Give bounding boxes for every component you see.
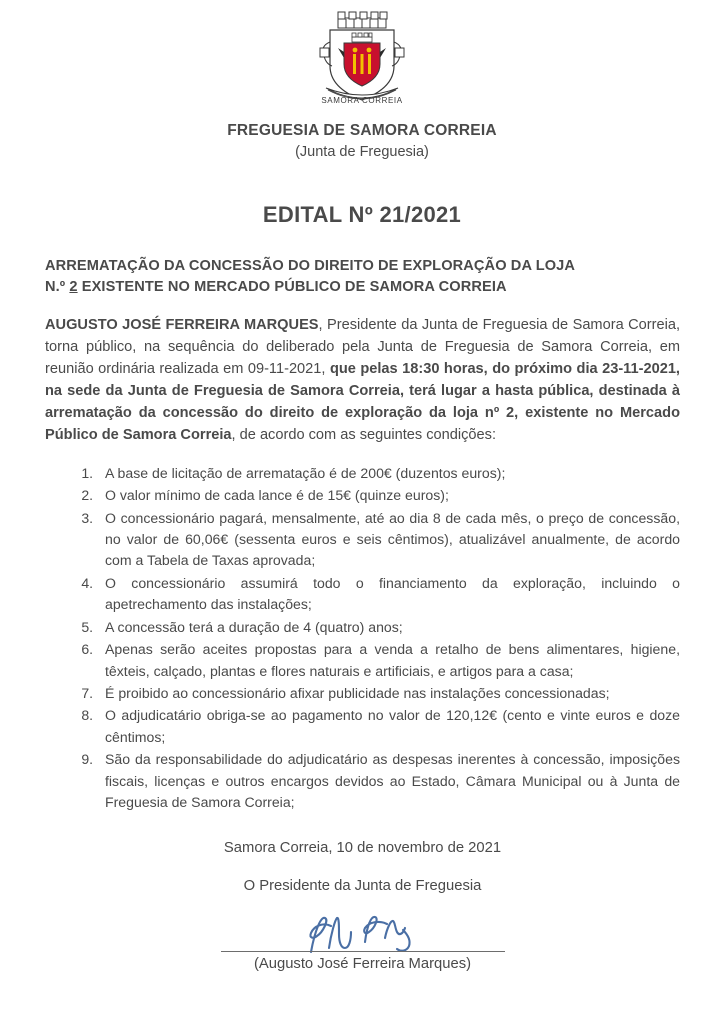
signature-name: (Augusto José Ferreira Marques) <box>253 955 472 972</box>
signature-area <box>213 912 513 958</box>
subject-heading <box>45 256 680 297</box>
subject-line-2-prefix: N.º <box>45 278 70 295</box>
list-item: 1. A base de licitação de arrematação é de 200€ (duzentos euros); <box>97 463 680 484</box>
conditions-list <box>45 463 680 814</box>
place-and-date: Samora Correia, 10 de novembro de 2021 <box>223 839 502 856</box>
signature-rule <box>221 951 505 952</box>
list-item: 8. O adjudicatário obriga-se ao pagamento no valor de 120,12€ (cento e vinte euros e doze cêntimos; <box>97 705 680 748</box>
body-segment-4: , de acordo com as seguintes condições: <box>231 426 497 443</box>
body-segment-3-bold: que pelas 18:30 horas, do próximo dia 23-11-2021, na sede da Junta de Freguesia de Samora Correia, terá lugar a hasta pública, destinada à arrematação da concessão do direito de exploração da loja nº 2, existente no Mercado Público de Samora Correia <box>45 361 680 443</box>
signatory-role: O Presidente da Junta de Freguesia <box>243 877 482 894</box>
list-item: 6. Apenas serão aceites propostas para a venda a retalho de bens alimentares, higiene, têxteis, calçado, plantas e flores naturais e artificiais, e artigos para a casa; <box>97 639 680 682</box>
handwritten-signature-icon <box>291 908 441 956</box>
crest-container <box>0 0 724 110</box>
subject-loja-number: 2 <box>69 278 78 295</box>
list-item: 4. O concessionário assumirá todo o financiamento da exploração, incluindo o apetrechamento das instalações; <box>97 573 680 616</box>
organization-subtitle: (Junta de Freguesia) <box>295 144 429 160</box>
signature-block <box>45 912 680 972</box>
organization-title: FREGUESIA DE SAMORA CORREIA <box>227 122 497 139</box>
list-item: 7. É proibido ao concessionário afixar publicidade nas instalações concessionadas; <box>97 683 680 704</box>
list-item: 3. O concessionário pagará, mensalmente, até ao dia 8 de cada mês, o preço de concessão, no valor de 60,06€ (sessenta euros e seis cêntimos), atualizável anualmente, de acordo com a Tabela de Taxas aprovada; <box>97 508 680 572</box>
page-title: EDITAL Nº 21/2021 <box>262 202 462 227</box>
body-paragraph <box>45 315 680 446</box>
subject-line-1: ARREMATAÇÃO DA CONCESSÃO DO DIREITO DE EXPLORAÇÃO DA LOJA <box>45 258 576 274</box>
list-item: 9. São da responsabilidade do adjudicatário as despesas inerentes à concessão, imposições fiscais, licenças e outros encargos devidos ao Estado, Câmara Municipal ou à Junta de Freguesia de Samora Correia; <box>97 749 680 813</box>
body-segment-2: , Presidente da Junta de Freguesia de Samora Correia, torna público, na sequência do deliberado pela Junta de Freguesia de Samora Correia, em reunião ordinária realizada em 09-11-2021, <box>45 317 681 378</box>
coat-of-arms-icon <box>316 8 408 110</box>
president-name: AUGUSTO JOSÉ FERREIRA MARQUES <box>45 317 319 334</box>
document-content <box>45 256 680 972</box>
subject-line-2-suffix: EXISTENTE NO MERCADO PÚBLICO DE SAMORA CORREIA <box>77 278 507 295</box>
list-item: 2. O valor mínimo de cada lance é de 15€ (quinze euros); <box>97 485 680 506</box>
svg-text:SAMORA CORREIA: SAMORA CORREIA <box>321 96 403 105</box>
list-item: 5. A concessão terá a duração de 4 (quatro) anos; <box>97 617 680 638</box>
